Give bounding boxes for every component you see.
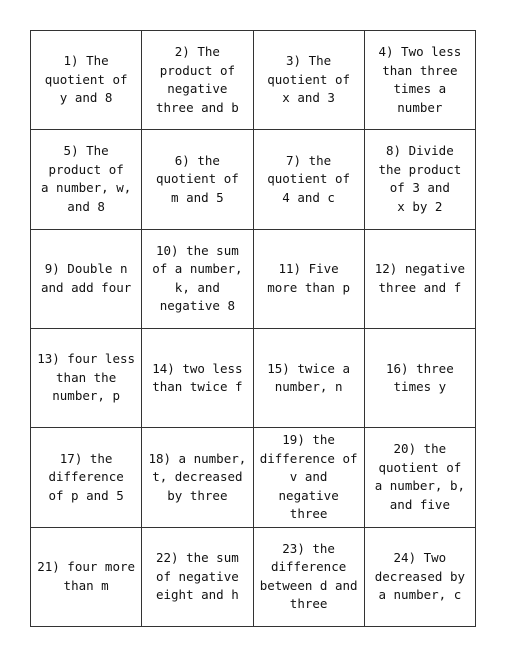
card-15: 15) twice a number, n — [254, 329, 365, 428]
card-2: 2) The product of negative three and b — [142, 31, 253, 130]
card-16: 16) three times y — [365, 329, 476, 428]
card-10: 10) the sum of a number, k, and negative 8 — [142, 230, 253, 329]
card-14: 14) two less than twice f — [142, 329, 253, 428]
card-19: 19) the difference of v and negative three — [254, 428, 365, 527]
card-3: 3) The quotient of x and 3 — [254, 31, 365, 130]
card-11: 11) Five more than p — [254, 230, 365, 329]
card-1: 1) The quotient of y and 8 — [31, 31, 142, 130]
card-20: 20) the quotient of a number, b, and five — [365, 428, 476, 527]
card-17: 17) the difference of p and 5 — [31, 428, 142, 527]
card-8: 8) Divide the product of 3 and x by 2 — [365, 130, 476, 229]
card-21: 21) four more than m — [31, 528, 142, 627]
card-13: 13) four less than the number, p — [31, 329, 142, 428]
card-23: 23) the difference between d and three — [254, 528, 365, 627]
card-24: 24) Two decreased by a number, c — [365, 528, 476, 627]
card-grid — [30, 30, 476, 627]
card-9: 9) Double n and add four — [31, 230, 142, 329]
card-12: 12) negative three and f — [365, 230, 476, 329]
card-6: 6) the quotient of m and 5 — [142, 130, 253, 229]
card-18: 18) a number, t, decreased by three — [142, 428, 253, 527]
card-22: 22) the sum of negative eight and h — [142, 528, 253, 627]
card-7: 7) the quotient of 4 and c — [254, 130, 365, 229]
card-4: 4) Two less than three times a number — [365, 31, 476, 130]
card-5: 5) The product of a number, w, and 8 — [31, 130, 142, 229]
